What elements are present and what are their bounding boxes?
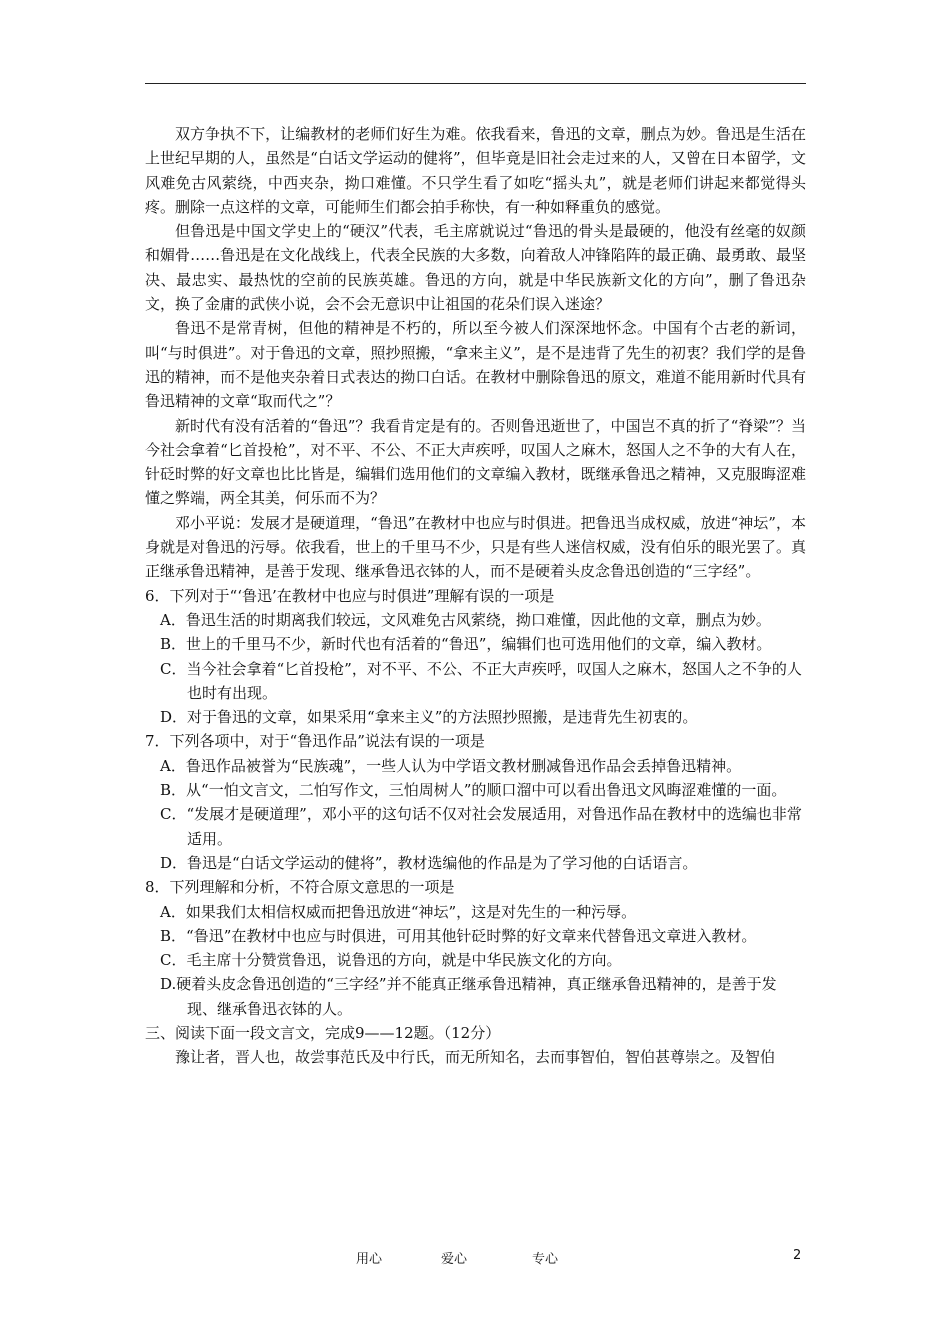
section-three-heading: 三、阅读下面一段文言文，完成9——12题。（12分） — [145, 1023, 501, 1042]
option-b: B．“鲁迅”在教材中也应与时俱进，可用其他针砭时弊的好文章来代替鲁迅文章进入教材。 — [160, 926, 757, 945]
option-c: C．毛主席十分赞赏鲁迅，说鲁迅的方向，就是中华民族文化的方向。 — [160, 951, 622, 970]
option-a: A．如果我们太相信权威而把鲁迅放进“神坛”，这是对先生的一种污辱。 — [160, 902, 637, 921]
page-number: 2 — [793, 1248, 802, 1263]
question-stem: 6．下列对于“‘鲁迅’在教材中也应与时俱进”理解有误的一项是 — [145, 586, 555, 605]
option-c: C．“发展才是硬道理”，邓小平的这句话不仅对社会发展适用，对鲁迅作品在教材中的选编也非常适用。 — [160, 805, 802, 848]
option-a: A．鲁迅生活的时期离我们较远，文风难免古风萦绕，拗口难懂，因此他的文章，删点为妙。 — [160, 610, 771, 629]
option-b: B．从“一怕文言文，二怕写作文，三怕周树人”的顺口溜中可以看出鲁迅文风晦涩难懂的一面。 — [160, 781, 787, 800]
question-stem: 8．下列理解和分析，不符合原文意思的一项是 — [145, 878, 455, 897]
classical-text-paragraph: 豫让者，晋人也，故尝事范氏及中行氏，而无所知名，去而事智伯，智伯甚尊崇之。及智伯 — [175, 1048, 776, 1067]
question-stem: 7．下列各项中，对于“鲁迅作品”说法有误的一项是 — [145, 732, 485, 751]
option-a: A．鲁迅作品被誉为“民族魂”，一些人认为中学语文教材删减鲁迅作品会丢掉鲁迅精神。 — [160, 756, 742, 775]
page-content — [145, 122, 806, 1070]
question-8 — [145, 875, 806, 1021]
footer-left-text: 用心 — [356, 1252, 383, 1267]
body-paragraph-4: 新时代有没有活着的“鲁迅”？我看肯定是有的。否则鲁迅逝世了，中国岂不真的折了“脊梁”？当今社会拿着“匕首投枪”，对不平、不公、不正大声疾呼，叹国人之麻木，怒国人之不争的大有人在，针砭时弊的好文章也比比皆是，编辑们选用他们的文章编入教材，既继承鲁迅之精神，又克服晦涩难懂之弊端，两全其美，何乐而不为？ — [145, 416, 806, 508]
option-d: D.硬着头皮念鲁迅创造的“三字经”并不能真正继承鲁迅精神，真正继承鲁迅精神的，是善于发现、继承鲁迅衣钵的人。 — [160, 975, 777, 1018]
body-paragraph-1: 双方争执不下，让编教材的老师们好生为难。依我看来，鲁迅的文章，删点为妙。鲁迅是生活在上世纪早期的人，虽然是“白话文学运动的健将”，但毕竟是旧社会走过来的人，又曾在日本留学，文风难免古风萦绕，中西夹杂，拗口难懂。不只学生看了如吃“摇头丸”，就是老师们讲起来都觉得头疼。删除一点这样的文章，可能师生们都会拍手称快，有一种如释重负的感觉。 — [145, 125, 806, 216]
option-c: C．当今社会拿着“匕首投枪”，对不平、不公、不正大声疾呼，叹国人之麻木，怒国人之不争的人也时有出现。 — [160, 659, 802, 702]
body-paragraph-3: 鲁迅不是常青树，但他的精神是不朽的，所以至今被人们深深地怀念。中国有个古老的新词，叫“与时俱进”。对于鲁迅的文章，照抄照搬，“拿来主义”，是不是违背了先生的初衷？我们学的是鲁迅的精神，而不是他夹杂着日式表达的拗口白话。在教材中删除鲁迅的原文，难道不能用新时代具有鲁迅精神的文章“取而代之”？ — [145, 319, 806, 411]
body-paragraph-2: 但鲁迅是中国文学史上的“硬汉”代表，毛主席就说过“鲁迅的骨头是最硬的，他没有丝毫的奴颜和媚骨……鲁迅是在文化战线上，代表全民族的大多数，向着敌人冲锋陷阵的最正确、最勇敢、最坚决、最忠实、最热忱的空前的民族英雄。鲁迅的方向，就是中华民族新文化的方向”，删了鲁迅杂文，换了金庸的武侠小说，会不会无意识中让祖国的花朵们误入迷途？ — [145, 222, 806, 314]
body-paragraph-5: 邓小平说：发展才是硬道理，“鲁迅”在教材中也应与时俱进。把鲁迅当成权威，放进“神坛”，本身就是对鲁迅的污辱。依我看，世上的千里马不少，只是有些人迷信权威，没有伯乐的眼光罢了。真正继承鲁迅精神，是善于发现、继承鲁迅衣钵的人，而不是硬着头皮念鲁迅创造的“三字经”。 — [145, 513, 806, 581]
option-d: D．鲁迅是“白话文学运动的健将”，教材选编他的作品是为了学习他的白话语言。 — [160, 853, 698, 872]
question-6 — [145, 584, 806, 730]
footer-right-text: 专心 — [532, 1252, 559, 1267]
header-rule — [145, 83, 806, 84]
footer-middle-text: 爱心 — [441, 1252, 468, 1267]
option-d: D．对于鲁迅的文章，如果采用“拿来主义”的方法照抄照搬，是违背先生初衷的。 — [160, 708, 698, 727]
option-b: B．世上的千里马不少，新时代也有活着的“鲁迅”，编辑们也可选用他们的文章，编入教材。 — [160, 635, 772, 654]
question-7 — [145, 729, 806, 875]
